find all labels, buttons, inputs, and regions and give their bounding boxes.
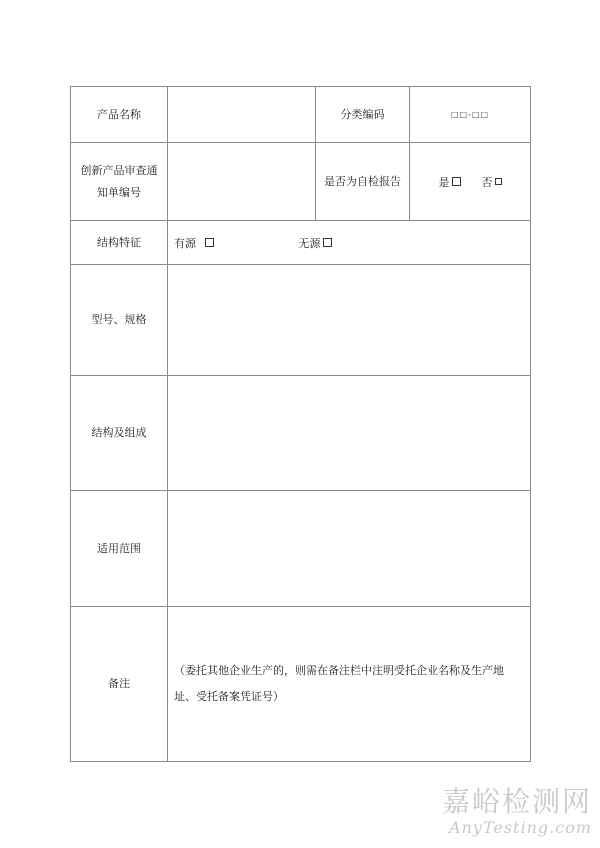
self-inspection-options — [410, 143, 531, 221]
row-structure-feature — [71, 221, 531, 265]
structure-composition-label: 结构及组成 — [71, 376, 168, 491]
innovative-notice-field[interactable] — [168, 143, 316, 221]
row-model-spec — [71, 265, 531, 376]
product-name-field[interactable] — [168, 87, 316, 143]
watermark — [442, 786, 592, 838]
yes-label: 是 — [438, 175, 450, 189]
no-option[interactable] — [482, 174, 502, 190]
row-innovative-notice — [71, 143, 531, 221]
remarks-field[interactable]: （委托其他企业生产的，则需在备注栏中注明受托企业名称及生产地址、受托备案凭证号） — [168, 607, 531, 762]
product-name-label: 产品名称 — [71, 87, 168, 143]
self-inspection-label: 是否为自检报告 — [316, 143, 410, 221]
model-spec-field[interactable] — [168, 265, 531, 376]
passive-label: 无源 — [298, 236, 321, 250]
structure-feature-options — [168, 221, 531, 265]
row-scope — [71, 491, 531, 607]
scope-label: 适用范围 — [71, 491, 168, 607]
remarks-label: 备注 — [71, 607, 168, 762]
innovative-notice-label: 创新产品审查通知单编号 — [71, 143, 168, 221]
watermark-en: AnyTesting.com — [449, 818, 592, 837]
active-option[interactable] — [174, 235, 214, 251]
watermark-cn: 嘉峪检测网 — [441, 785, 592, 818]
scope-field[interactable] — [168, 491, 531, 607]
yes-option[interactable] — [439, 174, 461, 190]
no-label: 否 — [481, 175, 493, 189]
active-label: 有源 — [174, 236, 196, 250]
classification-code-field[interactable]: □□-□□ — [410, 87, 531, 143]
row-product-name — [71, 87, 531, 143]
row-remarks — [71, 607, 531, 762]
classification-code-label: 分类编码 — [316, 87, 410, 143]
model-spec-label: 型号、规格 — [71, 265, 168, 376]
yes-checkbox-icon[interactable] — [452, 177, 461, 186]
passive-checkbox-icon[interactable] — [323, 238, 332, 247]
no-checkbox-icon[interactable] — [495, 178, 502, 185]
structure-composition-field[interactable] — [168, 376, 531, 491]
filing-form-table — [70, 86, 531, 762]
passive-option[interactable] — [299, 235, 332, 251]
row-structure-composition — [71, 376, 531, 491]
active-checkbox-icon[interactable] — [205, 238, 214, 247]
structure-feature-label: 结构特征 — [71, 221, 168, 265]
